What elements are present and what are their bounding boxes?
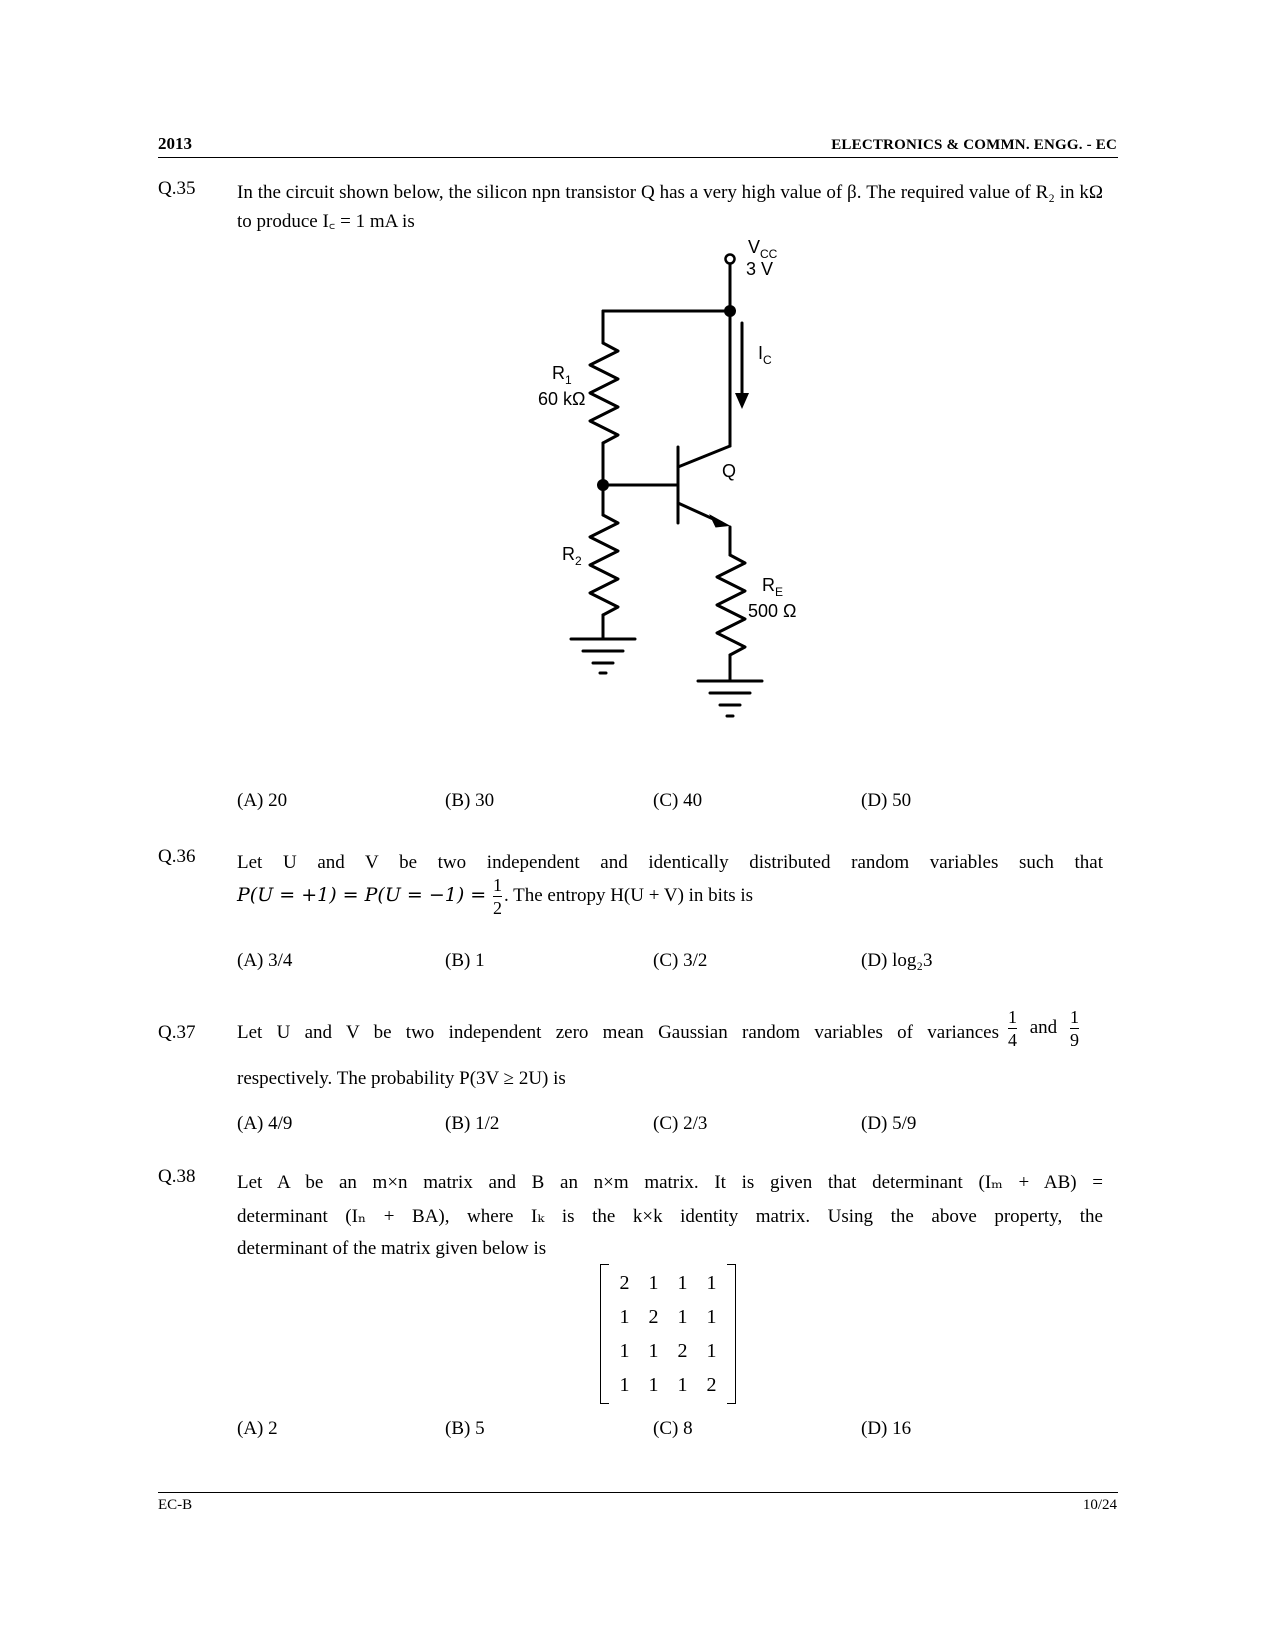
q37-line1: Let U and V be two independent zero mean Gaussian random variables of variances — [237, 1022, 999, 1043]
q36-line2 — [237, 874, 753, 919]
q37-option-c: (C) 2/3 — [653, 1113, 708, 1134]
matrix-cell: 1 — [677, 1306, 688, 1328]
q37-frac-quarter — [1008, 1006, 1017, 1051]
svg-text:VCC — [748, 237, 778, 261]
svg-text:IC — [758, 343, 772, 367]
q37-option-a: (A) 4/9 — [237, 1113, 293, 1134]
q36-prob-expr: P(U = +1) = P(U = −1) = — [237, 883, 487, 906]
matrix-cells — [610, 1266, 726, 1402]
q35-circuit-diagram — [500, 235, 820, 745]
matrix-cell: 1 — [706, 1306, 717, 1328]
q38-option-a: (A) 2 — [237, 1418, 278, 1439]
vcc-value: 3 V — [746, 259, 774, 279]
q38-line2: determinant (Iₙ + BA), where Iₖ is the k×k identity matrix. Using the above property, the — [237, 1206, 1103, 1227]
r1-sub: 1 — [565, 373, 572, 387]
q37-variances — [1006, 1006, 1081, 1051]
r1-value: 60 kΩ — [538, 389, 586, 409]
q38-option-c: (C) 8 — [653, 1418, 693, 1439]
vcc-label: V — [748, 237, 761, 257]
q36-line1: Let U and V be two independent and identically distributed random variables such that — [237, 852, 1103, 873]
q37-option-d: (D) 5/9 — [861, 1113, 917, 1134]
matrix-cell: 1 — [648, 1374, 659, 1396]
q35-option-b: (B) 30 — [445, 790, 495, 811]
q36-frac-den: 2 — [492, 898, 502, 918]
q35-option-a: (A) 20 — [237, 790, 288, 811]
matrix-cell: 1 — [677, 1272, 688, 1294]
q37-frac-ninth — [1070, 1006, 1079, 1051]
q37-frac2-num: 1 — [1069, 1007, 1079, 1027]
q36-frac-num: 1 — [492, 875, 502, 895]
q38-line1: Let A be an m×n matrix and B an n×m matrix. It is given that determinant (Iₘ + AB) = — [237, 1172, 1103, 1193]
footer-code: EC-B — [158, 1497, 193, 1513]
q38-option-b: (B) 5 — [445, 1418, 485, 1439]
q35-option-d: (D) 50 — [861, 790, 912, 811]
q37-frac1-den: 4 — [1008, 1030, 1017, 1050]
q36-option-d: (D) log₂3 — [861, 950, 933, 971]
q36-number: Q.36 — [158, 846, 196, 867]
q38-option-d: (D) 16 — [861, 1418, 912, 1439]
matrix-cell: 1 — [677, 1374, 688, 1396]
q-label: Q — [722, 461, 737, 481]
page-number: 10/24 — [1082, 1497, 1117, 1513]
q36-option-b: (B) 1 — [445, 950, 485, 971]
vcc-sub: CC — [760, 247, 778, 261]
matrix-cell: 2 — [677, 1340, 688, 1362]
q38-matrix — [600, 1264, 736, 1402]
footer-rule — [158, 1492, 1118, 1493]
q36-fraction — [493, 874, 502, 919]
matrix-cell: 1 — [619, 1306, 630, 1328]
q35-text: In the circuit shown below, the silicon npn transistor Q has a very high value of β. The required value of R₂ in kΩ to produce I꜀ = 1 mA is — [237, 182, 1103, 232]
svg-text:R2 — [562, 544, 582, 568]
q35-number: Q.35 — [158, 178, 196, 199]
r1-label: R — [552, 363, 565, 383]
q36-option-c: (C) 3/2 — [653, 950, 708, 971]
ic-label: I — [758, 343, 764, 363]
q35-option-c: (C) 40 — [653, 790, 703, 811]
matrix-cell: 2 — [619, 1272, 630, 1294]
q38-number: Q.38 — [158, 1166, 196, 1187]
q37-and: and — [1029, 1016, 1058, 1038]
svg-text:RE — [762, 575, 783, 599]
re-sub: E — [775, 585, 784, 599]
r2-label: R — [562, 544, 575, 564]
q37-frac1-num: 1 — [1008, 1007, 1017, 1027]
matrix-cell: 1 — [648, 1340, 659, 1362]
header-year: 2013 — [158, 134, 192, 153]
re-value: 500 Ω — [748, 601, 797, 621]
q36-option-a: (A) 3/4 — [237, 950, 293, 971]
matrix-cell: 2 — [648, 1306, 659, 1328]
matrix-cell: 1 — [648, 1272, 659, 1294]
header-rule — [158, 157, 1118, 158]
q36-entropy-text: . The entropy H(U + V) in bits is — [503, 884, 754, 906]
matrix-cell: 1 — [706, 1340, 717, 1362]
matrix-cell: 2 — [706, 1374, 717, 1396]
r2-sub: 2 — [575, 554, 582, 568]
re-label: R — [762, 575, 775, 595]
matrix-right-bracket — [727, 1264, 736, 1404]
q37-number: Q.37 — [158, 1022, 196, 1043]
q37-option-b: (B) 1/2 — [445, 1113, 500, 1134]
q37-frac2-den: 9 — [1069, 1030, 1079, 1050]
matrix-cell: 1 — [706, 1272, 717, 1294]
ic-sub: C — [763, 353, 772, 367]
q38-line3: determinant of the matrix given below is — [237, 1238, 547, 1259]
matrix-cell: 1 — [619, 1340, 630, 1362]
q37-line2: respectively. The probability P(3V ≥ 2U) is — [237, 1068, 566, 1089]
matrix-cell: 1 — [619, 1374, 630, 1396]
matrix-left-bracket — [600, 1264, 609, 1404]
svg-text:R1 — [552, 363, 572, 387]
header-subject: ELECTRONICS & COMMN. ENGG. - EC — [831, 137, 1117, 153]
